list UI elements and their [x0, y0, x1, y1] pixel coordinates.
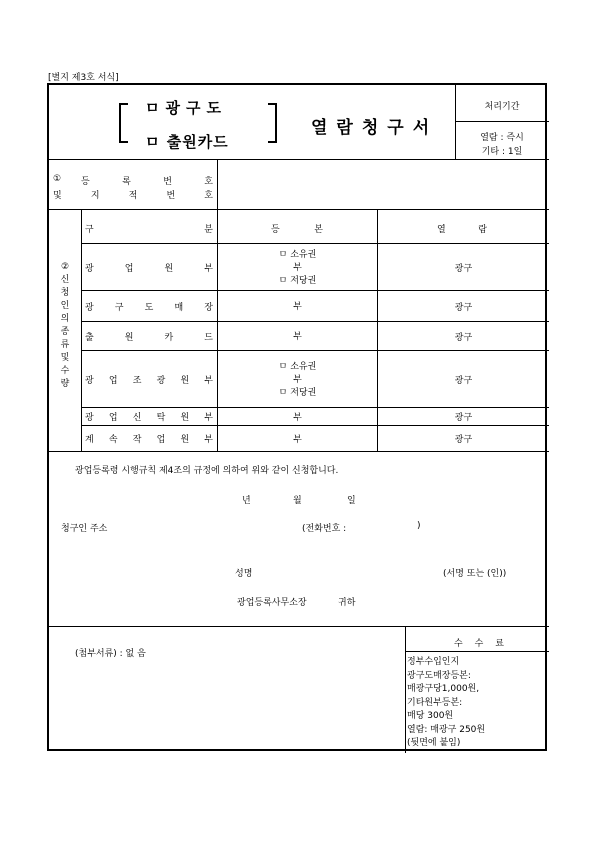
- row-copy-option[interactable]: ㅁ 소유권: [278, 362, 317, 372]
- row-copy-option: 부: [293, 434, 302, 445]
- category-char: 매: [174, 302, 184, 313]
- row-line: [81, 425, 549, 426]
- signature-label: (서명 또는 (인)): [443, 569, 507, 579]
- row-category: [85, 373, 213, 386]
- label-char: 람: [478, 225, 487, 235]
- category-char: 업: [108, 413, 118, 423]
- row-copy-option: 부: [293, 332, 302, 342]
- fee-divider: [405, 626, 406, 753]
- label-char: 호: [204, 191, 213, 201]
- fee-line: 매당 300원: [407, 711, 454, 721]
- reg-number-field[interactable]: [218, 160, 547, 208]
- category-char: 업: [156, 435, 166, 445]
- fee-line: 기타원부등본:: [407, 697, 463, 708]
- category-char: 도: [144, 302, 154, 313]
- row-copy-option: 부: [293, 375, 302, 385]
- category-char: 계: [85, 435, 94, 445]
- fee-line: (뒷면에 붙임): [407, 738, 461, 748]
- label-char: 료: [495, 639, 504, 649]
- category-char: 원: [180, 413, 190, 423]
- reg-number-marker: ①: [53, 174, 62, 184]
- form-label: [별지 제3호 서식]: [48, 73, 119, 83]
- category-char: 구: [114, 302, 124, 313]
- processing-view-time: 열람 : 즉시: [480, 133, 524, 143]
- right-bracket: [268, 103, 277, 143]
- row-copy-option: 부: [293, 412, 302, 423]
- row-view-unit: 광구: [454, 375, 473, 386]
- label-char: 및: [53, 191, 62, 201]
- label-char: 수: [474, 639, 484, 649]
- category-char: 조: [132, 375, 142, 386]
- label-char: 등: [271, 225, 280, 235]
- category-char: 부: [204, 435, 213, 445]
- applicant-address-label: 청구인 주소: [61, 524, 108, 534]
- phone-label: (전화번호 :: [302, 524, 347, 534]
- label-char: 수: [454, 639, 463, 649]
- date-day: 일: [347, 496, 356, 506]
- label-char: 호: [204, 177, 213, 187]
- date-year: 년: [242, 496, 251, 506]
- category-char: 업: [124, 263, 134, 274]
- category-char: 광: [85, 375, 94, 386]
- row-category: [85, 330, 213, 343]
- left-bracket: [119, 103, 128, 143]
- category-char: 출: [85, 332, 94, 343]
- label-char: 지: [90, 191, 100, 201]
- category-char: 원: [124, 332, 134, 343]
- category-char: 장: [204, 302, 213, 313]
- row-category: [85, 300, 213, 313]
- row-line: [81, 350, 549, 351]
- recipient-honorific: 귀하: [338, 598, 356, 608]
- recipient-office: 광업등록사무소장: [237, 598, 307, 608]
- attachments-label: (첨부서류) : 없 음: [75, 649, 146, 659]
- reg-bottom-line: [49, 209, 549, 210]
- category-char: 카: [164, 332, 174, 343]
- row-view-unit: 광구: [454, 413, 473, 423]
- row-view-unit: 광구: [454, 332, 473, 343]
- row-copy-option[interactable]: ㅁ 저당권: [278, 276, 317, 286]
- label-char: 본: [314, 225, 323, 235]
- label-char: 구: [85, 225, 94, 235]
- table-bottom-line: [49, 451, 549, 452]
- category-char: 광: [85, 413, 94, 423]
- category-char: 업: [108, 375, 118, 386]
- fee-header: [454, 636, 504, 649]
- side-divider: [81, 209, 82, 451]
- table-header-line: [81, 243, 549, 244]
- label-char: 적: [128, 191, 138, 201]
- category-char: 광: [156, 375, 166, 386]
- row-category: [85, 410, 213, 423]
- fee-line: 정부수입인지: [407, 657, 460, 667]
- row-view-unit: 광구: [454, 435, 473, 445]
- category-char: 드: [204, 332, 213, 343]
- processing-header-line: [455, 121, 549, 122]
- fee-line: 광구도매장등본:: [407, 670, 471, 681]
- parcel-number-label: [53, 188, 213, 201]
- category-char: 부: [204, 263, 213, 274]
- date-month: 월: [293, 496, 302, 506]
- row-category: [85, 261, 213, 274]
- row-view-unit: 광구: [454, 302, 473, 313]
- applicant-name-label: 성명: [235, 569, 253, 579]
- applicant-type-label: ②신청인의종류및수량: [60, 262, 70, 389]
- phone-close: ): [417, 521, 421, 531]
- category-char: 신: [132, 413, 142, 423]
- row-copy-option[interactable]: ㅁ 소유권: [278, 250, 317, 260]
- label-char: 번: [166, 191, 176, 201]
- category-char: 탁: [156, 413, 166, 423]
- row-copy-option: 부: [293, 302, 302, 312]
- column-copy: [271, 222, 323, 235]
- fee-line: 열람: 매광구 250원: [407, 724, 486, 735]
- row-view-unit: 광구: [454, 263, 473, 274]
- row-category: [85, 432, 213, 445]
- title-option-application-card: ㅁ 출원카드: [145, 133, 229, 151]
- category-char: 원: [164, 263, 174, 274]
- row-copy-option: 부: [293, 263, 302, 273]
- reg-number-label: [81, 174, 213, 187]
- category-char: 부: [204, 413, 213, 423]
- phone-field[interactable]: [363, 517, 415, 533]
- category-char: 부: [204, 375, 213, 386]
- category-char: 작: [132, 435, 142, 445]
- label-char: 등: [81, 177, 90, 187]
- title-option-mine-map: ㅁ광구도: [145, 99, 227, 117]
- row-copy-option[interactable]: ㅁ 저당권: [278, 388, 317, 398]
- category-char: 속: [108, 435, 118, 445]
- category-char: 광: [85, 302, 94, 313]
- processing-header: 처리기간: [484, 102, 520, 112]
- category-char: 광: [85, 263, 94, 274]
- fee-line: 매광구당1,000원,: [407, 684, 480, 694]
- page-title: 열람청구서: [311, 118, 439, 138]
- statement-text: 광업등록령 시행규칙 제4조의 규정에 의하여 위와 같이 신청합니다.: [75, 466, 339, 476]
- fee-header-line: [405, 651, 549, 652]
- form-frame: [47, 83, 547, 751]
- statement-bottom-line: [49, 626, 549, 627]
- applicant-address-field[interactable]: [131, 517, 291, 533]
- row-line: [81, 290, 549, 291]
- column-category: [85, 222, 213, 235]
- category-char: 원: [180, 435, 190, 445]
- applicant-name-field[interactable]: [261, 562, 431, 578]
- processing-other-time: 기타 : 1일: [481, 147, 523, 157]
- label-char: 록: [122, 177, 131, 187]
- category-char: 원: [180, 375, 190, 386]
- column-view: [437, 222, 487, 235]
- row-line: [81, 321, 549, 322]
- label-char: 번: [163, 177, 172, 187]
- label-char: 분: [204, 225, 213, 235]
- label-char: 열: [437, 225, 446, 235]
- row-line: [81, 407, 549, 408]
